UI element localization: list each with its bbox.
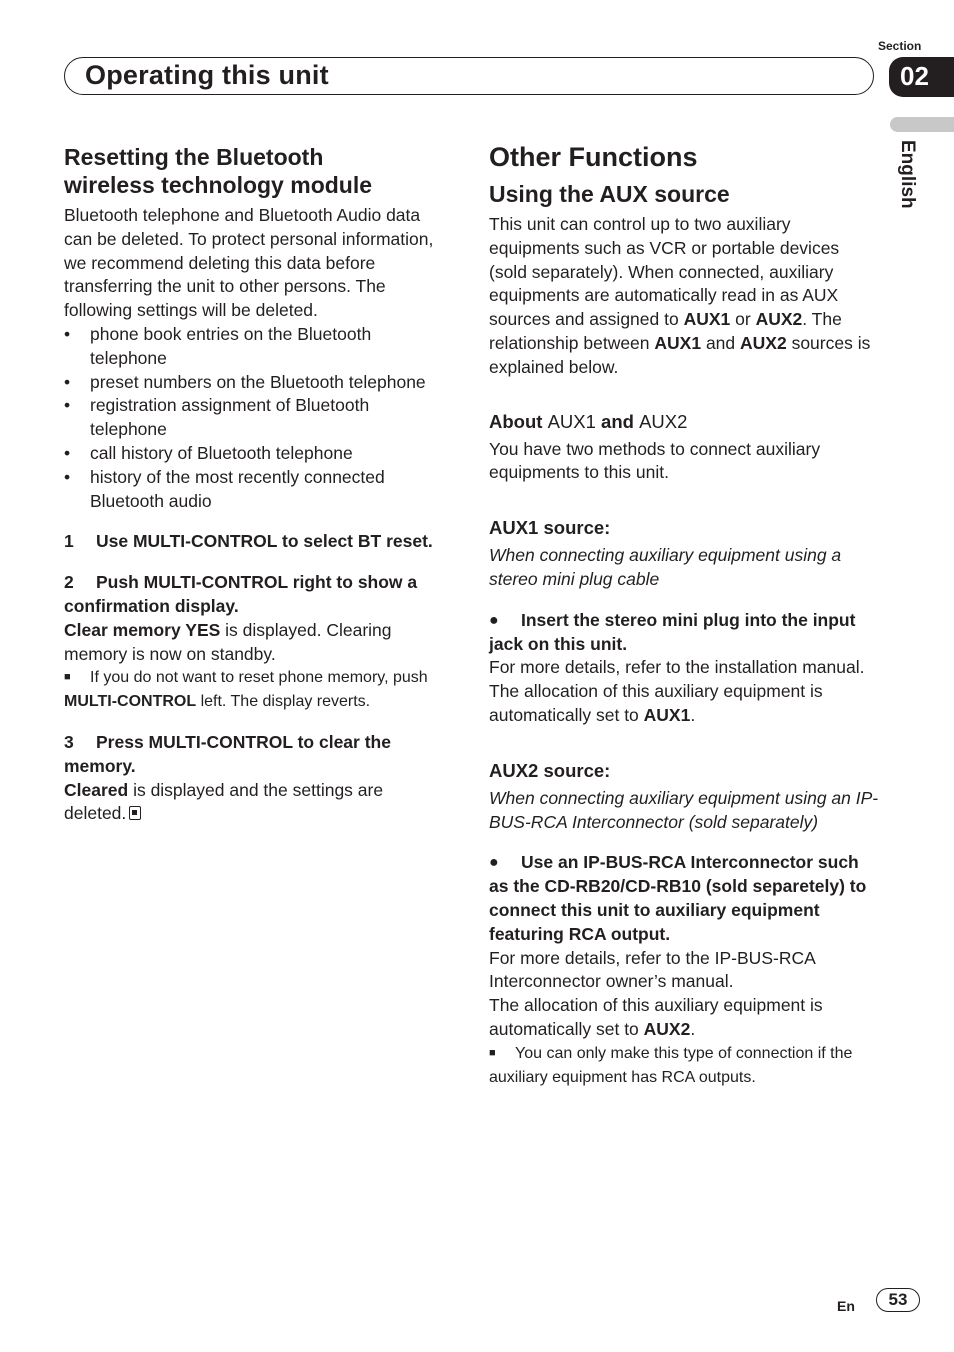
aux2-step bbox=[489, 851, 879, 946]
page-title: Operating this unit bbox=[85, 60, 329, 90]
note-bold: MULTI-CONTROL bbox=[64, 693, 197, 711]
heading-text: source: bbox=[538, 517, 611, 539]
display-text: Clear memory YES bbox=[64, 619, 221, 640]
step-2-note bbox=[64, 666, 448, 714]
display-text: Cleared bbox=[64, 779, 129, 800]
heading-text: and bbox=[595, 410, 640, 432]
step-number: 1 bbox=[64, 531, 74, 552]
page-number: 53 bbox=[876, 1288, 920, 1312]
step-text: Push MULTI-CONTROL right to show a confirmation display. bbox=[64, 572, 418, 616]
body-text: This unit can control up to two auxiliary equipments such as VCR or portable devices (sold separately). When connected, auxiliary equipments are automatically read in as AUX sources and assigned to bbox=[489, 214, 840, 330]
aux2-label: AUX2 bbox=[740, 332, 787, 353]
section-number-badge bbox=[889, 57, 954, 97]
body-text: The allocation of this auxiliary equipment is automatically set to bbox=[489, 681, 823, 725]
aux2-body-2 bbox=[489, 994, 879, 1042]
reset-heading bbox=[64, 143, 448, 199]
body-text: . bbox=[690, 1018, 696, 1039]
step-text: Use an IP-BUS-RCA Interconnector such as the CD-RB20/CD-RB10 (sold separetely) to connect this unit to auxiliary equipment featuring RCA output. bbox=[489, 852, 867, 944]
step-3-body bbox=[64, 779, 448, 827]
step-text: Press MULTI-CONTROL to clear the memory. bbox=[64, 731, 391, 776]
body-text: or bbox=[730, 309, 756, 330]
aux2-italic-note: When connecting auxiliary equipment using an IP-BUS-RCA Interconnector (sold separately) bbox=[489, 787, 879, 832]
aux1-step bbox=[489, 609, 879, 657]
step-number: 2 bbox=[64, 572, 74, 593]
aux1-label: AUX1 bbox=[547, 410, 596, 432]
body-text: and bbox=[701, 332, 741, 353]
note-mark-icon: ■ bbox=[489, 1046, 496, 1059]
body-text: . The relationship between bbox=[489, 309, 842, 353]
step-2-body bbox=[64, 619, 448, 667]
reset-intro: Bluetooth telephone and Bluetooth Audio data can be deleted. To protect personal information, we recommend deleting this data before transferring the unit to other persons. The following settings will be deleted. bbox=[64, 205, 434, 321]
list-item: • phone book entries on the Bluetooth telephone bbox=[64, 323, 448, 371]
step-text: Insert the stereo mini plug into the input jack on this unit. bbox=[489, 609, 856, 654]
list-item: • preset numbers on the Bluetooth telephone bbox=[64, 371, 448, 395]
note-mark-icon: ■ bbox=[64, 671, 71, 684]
bullet-dot-icon: ● bbox=[489, 854, 499, 872]
step-2 bbox=[64, 571, 448, 619]
aux2-source-heading bbox=[489, 759, 879, 783]
aux2-label: AUX2 bbox=[489, 759, 539, 781]
aux2-note bbox=[489, 1042, 879, 1090]
note-text: If you do not want to reset phone memory, push bbox=[90, 669, 428, 687]
language-label: English bbox=[897, 140, 918, 209]
about-aux-body: You have two methods to connect auxiliary equipments to this unit. bbox=[489, 438, 821, 483]
aux2-label: AUX2 bbox=[639, 410, 688, 432]
aux1-italic-note: When connecting auxiliary equipment using a stereo mini plug cable bbox=[489, 545, 842, 589]
heading-text: About bbox=[489, 410, 548, 432]
step-text: Use MULTI-CONTROL to select BT reset. bbox=[96, 531, 433, 552]
right-column bbox=[489, 141, 879, 1089]
step-number: 3 bbox=[64, 731, 74, 752]
aux1-body-2 bbox=[489, 680, 879, 728]
body-text: The allocation of this auxiliary equipment is automatically set to bbox=[489, 995, 823, 1039]
section-label: Section bbox=[878, 39, 922, 53]
reset-heading-line2: wireless technology module bbox=[64, 172, 373, 198]
aux2-label: AUX2 bbox=[643, 1018, 691, 1039]
aux2-body-1: For more details, refer to the IP-BUS-RCA Interconnector owner’s manual. bbox=[489, 947, 815, 992]
body-text: sources is explained below. bbox=[489, 332, 871, 377]
body-text: is displayed and the settings are deleted. bbox=[64, 779, 384, 824]
end-mark-icon bbox=[129, 806, 141, 820]
footer-language: En bbox=[837, 1298, 855, 1314]
aux1-label: AUX1 bbox=[643, 704, 691, 725]
aux2-label: AUX2 bbox=[755, 309, 803, 330]
bullet-dot-icon: ● bbox=[489, 611, 499, 629]
step-1 bbox=[64, 530, 448, 554]
aux1-body-1: For more details, refer to the installation manual. bbox=[489, 657, 865, 678]
aux1-label: AUX1 bbox=[683, 309, 731, 330]
other-functions-title: Other Functions bbox=[489, 142, 698, 172]
language-tab bbox=[890, 117, 954, 132]
header-bar bbox=[64, 57, 874, 95]
reset-heading-line1: Resetting the Bluetooth bbox=[64, 144, 324, 170]
heading-text: source: bbox=[538, 759, 611, 781]
body-text: is displayed. Clearing memory is now on standby. bbox=[64, 619, 392, 664]
aux1-source-heading bbox=[489, 516, 879, 540]
body-text: . bbox=[690, 704, 696, 725]
deleted-settings-list bbox=[64, 323, 448, 513]
list-item: • history of the most recently connected Bluetooth audio bbox=[64, 466, 448, 514]
note-text: You can only make this type of connection if the auxiliary equipment has RCA outputs. bbox=[489, 1044, 853, 1086]
about-aux-heading bbox=[489, 410, 879, 434]
step-3 bbox=[64, 731, 448, 779]
list-item: • call history of Bluetooth telephone bbox=[64, 442, 448, 466]
aux-source-heading: Using the AUX source bbox=[489, 181, 730, 207]
note-text: left. The display reverts. bbox=[196, 693, 371, 711]
section-number: 02 bbox=[900, 61, 929, 91]
list-item: • registration assignment of Bluetooth telephone bbox=[64, 394, 448, 442]
aux-intro bbox=[489, 213, 879, 380]
aux1-label: AUX1 bbox=[654, 332, 702, 353]
aux1-label: AUX1 bbox=[489, 517, 539, 539]
left-column bbox=[64, 143, 448, 826]
